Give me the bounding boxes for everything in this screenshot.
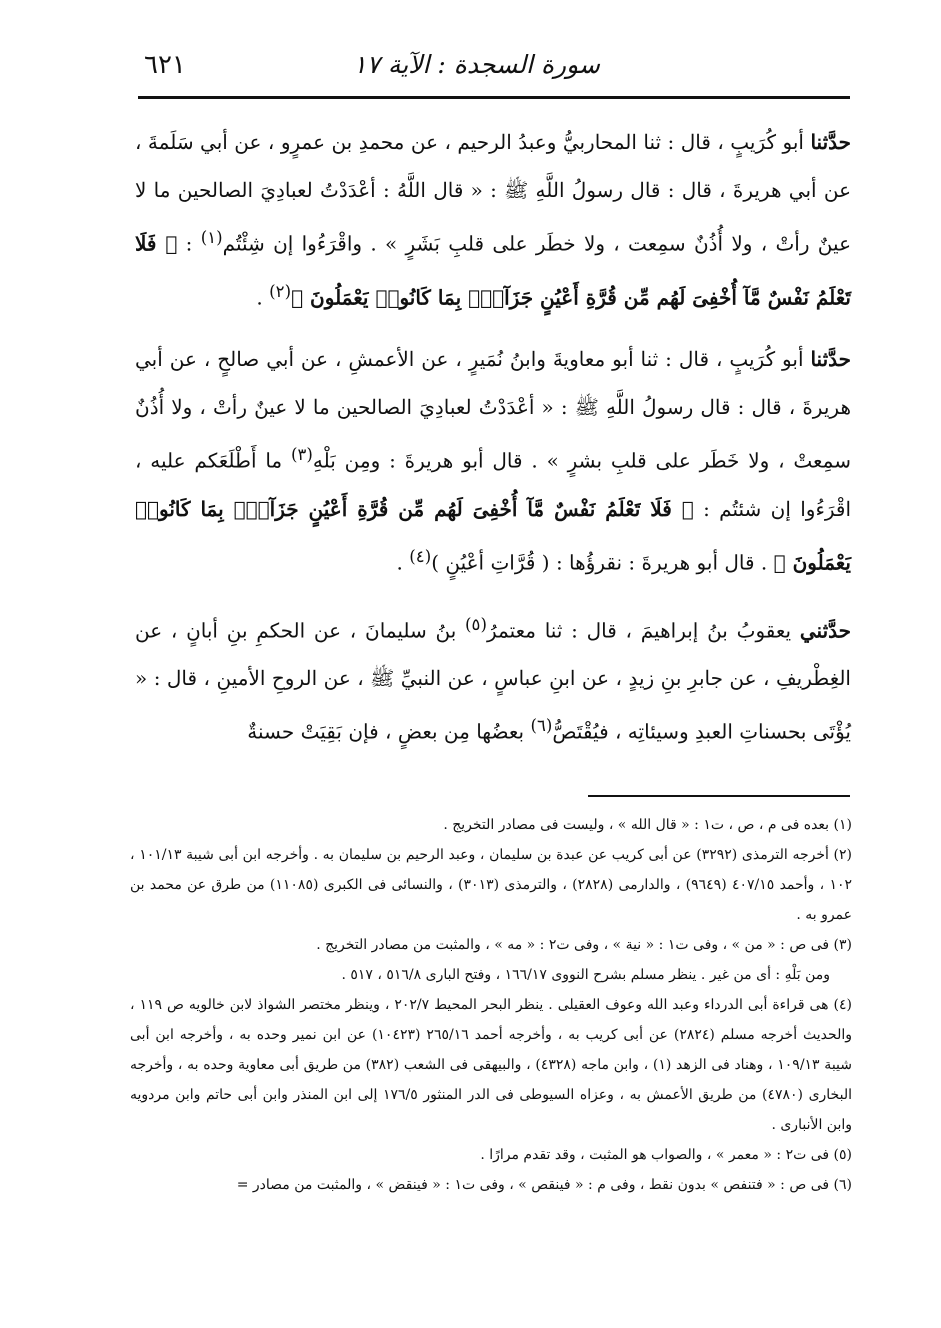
main-text bbox=[135, 118, 851, 770]
footnote: (٣) فى ص : « من » ، وفى ت١ : « نية » ، وفى ت٢ : « مه » ، والمثبت من مصادر التخريج . bbox=[316, 937, 852, 953]
hadith-paragraph bbox=[135, 601, 851, 756]
hadith-text-end: بعضُها مِن بعضٍ ، فإن بَقِيَتْ حسنةٌ bbox=[247, 719, 531, 744]
footnote-separator bbox=[588, 795, 850, 797]
footnote: (٦) فى ص : « فتنفص » بدون نقط ، وفى م : « فينقص » ، وفى ت١ : « فينقض » ، والمثبت من مصادر = bbox=[236, 1177, 852, 1193]
footnote-ref: (٦) bbox=[530, 716, 553, 736]
narration-lead: حدَّثنا bbox=[810, 130, 851, 154]
header-rule bbox=[138, 96, 850, 99]
quran-verse: ﴿ فَلَا تَعْلَمُ نَفْسٌ مَّآ أُخْفِىَ لَهُم مِّن قُرَّةِ أَعْيُنٍ جَزَآءَۢ بِمَا كَانُوا۟ يَعْمَلُونَ ﴾ bbox=[135, 231, 851, 310]
hadith-paragraph bbox=[135, 118, 851, 321]
footnote-ref: (١) bbox=[200, 228, 223, 247]
hadith-paragraph bbox=[135, 335, 851, 586]
running-title: سورة السجدة : الآية ١٧ bbox=[353, 50, 600, 79]
page-number: ٦٢١ bbox=[144, 50, 186, 80]
footnotes bbox=[130, 810, 852, 1200]
footnote-ref: (٥) bbox=[465, 614, 487, 634]
footnote-ref: (٣) bbox=[290, 445, 313, 465]
narration-lead: حدَّثنا bbox=[810, 347, 852, 372]
footnote: (٢) أخرجه الترمذى (٣٢٩٢) عن أبى كريب عن عبدة بن سليمان ، وعبد الرحيم بن سليمان به . وأخرجه ابن أبى شيبة ١٠١/١٣ ، ١٠٢ ، وأحمد ٤٠٧/١٥ (٩٦٤٩) ، والدارمى (٢٨٢٨) ، والترمذى (٣٠١٣) ، والنسائى فى الكبرى (١١٠٨٥) من طرق عن محمد بن عمرو به . bbox=[130, 847, 853, 923]
footnote: (٤) هى قراءة أبى الدرداء وعبد الله وعوف العقيلى . ينظر البحر المحيط ٢٠٢/٧ ، وينظر مختصر الشواذ لابن خالويه ص ١١٩ ، والحديث أخرجه مسلم (٢٨٢٤) عن أبى كريب به ، وأخرجه أحمد ٢٦٥/١٦ (١٠٤٢٣) عن ابن نمير وحده به ، وأخرجه ابن أبى شيبة ١٠٩/١٣ ، وهناد فى الزهد (١) ، وابن ماجه (٤٣٢٨) ، والبيهقى فى الشعب (٣٨٢) من طريق أبى معاوية وحده به ، وأخرجه البخارى (٤٧٨٠) من طريق الأعمش به ، وعزاه السيوطى فى الدر المنثور ١٧٦/٥ إلى ابن المنذر وابن أبى حاتم وابن مردويه وابن الأنبارى . bbox=[130, 997, 853, 1133]
narration-lead: حدَّثني bbox=[799, 618, 851, 643]
page-header bbox=[138, 44, 850, 94]
footnote-ref: (٢) bbox=[269, 281, 292, 301]
quran-verse: ﴿ فَلَا تَعْلَمُ نَفْسٌ مَّآ أُخْفِىَ لَهُم مِّن قُرَّةِ أَعْيُنٍ جَزَآءَۢ بِمَا كَانُوا۟ يَعْمَلُونَ ﴾ bbox=[135, 496, 851, 575]
hadith-text: أبو كُرَيبٍ ، قال : ثنا أبو معاويةَ وابنُ نُمَيرٍ ، عن الأعمشِ ، عن أبي صالحٍ ، عن أبي هريرةَ ، قال : قال رسولُ اللَّهِ ﷺ : « أعْدَدْتُ لعبادِيَ الصالحين ما لا عينٌ رأتْ ، ولا أُذُنٌ سمِعتْ ، ولا خَطَر على قلبِ بشرٍ » . قال أبو هريرةَ : ومِن بَلْهِ bbox=[135, 347, 851, 473]
footnote: (٥) فى ت٢ : « معمر » ، والصواب هو المثبت ، وقد تقدم مرارًا . bbox=[480, 1147, 852, 1163]
footnote-continuation: ومن بَلْهِ : أى من غير . ينظر مسلم بشرح النووى ١٦٦/١٧ ، وفتح البارى ٥١٦/٨ ، ٥١٧ . bbox=[341, 967, 830, 983]
hadith-text-after-verse: . قال أبو هريرةَ : نقرؤُها : ( قُرَّاتِ أعْيُنٍ ) bbox=[431, 550, 774, 575]
footnote: (١) بعده فى م ، ص ، ت١ : « قال الله » ، وليست فى مصادر التخريج . bbox=[443, 817, 852, 833]
hadith-text-end: . bbox=[396, 550, 410, 575]
hadith-text-continued: : bbox=[177, 231, 201, 256]
hadith-text: أبو كُرَيبٍ ، قال : ثنا المحاربيُّ وعبدُ الرحيم ، عن محمدِ بن عمرٍو ، عن أبي سَلَمةَ ، عن أبي هريرةَ ، قال : قال رسولُ اللَّهِ ﷺ : « قال اللَّهُ : أعْدَدْتُ لعبادِيَ الصالحين ما لا عينٌ رأتْ ، ولا أُذُنٌ سمِعت ، ولا خطَر على قلبِ بَشَرٍ » . واقْرَءُوا إن شِئْتُم bbox=[135, 130, 852, 256]
hadith-text-continued: ما أَطْلَعَكم عليه ، اقْرَءُوا إن شئتُم : bbox=[135, 448, 851, 521]
hadith-text: يعقوبُ بنُ إبراهيمَ ، قال : ثنا معتمرُ bbox=[486, 618, 792, 643]
footnote-ref: (٤) bbox=[409, 546, 432, 566]
hadith-text-continued: بنُ سليمانَ ، عن الحكمِ بنِ أبانٍ ، عن الغِطْريفِ ، عن جابرِ بنِ زيدٍ ، عن ابنِ عباسٍ ، عن النبيِّ ﷺ ، عن الروحِ الأمينِ ، قال : « يُؤْتَى بحسناتِ العبدِ وسيئاتِه ، فيُقْتَصُّ bbox=[135, 618, 851, 744]
hadith-text-end: . bbox=[256, 285, 270, 310]
